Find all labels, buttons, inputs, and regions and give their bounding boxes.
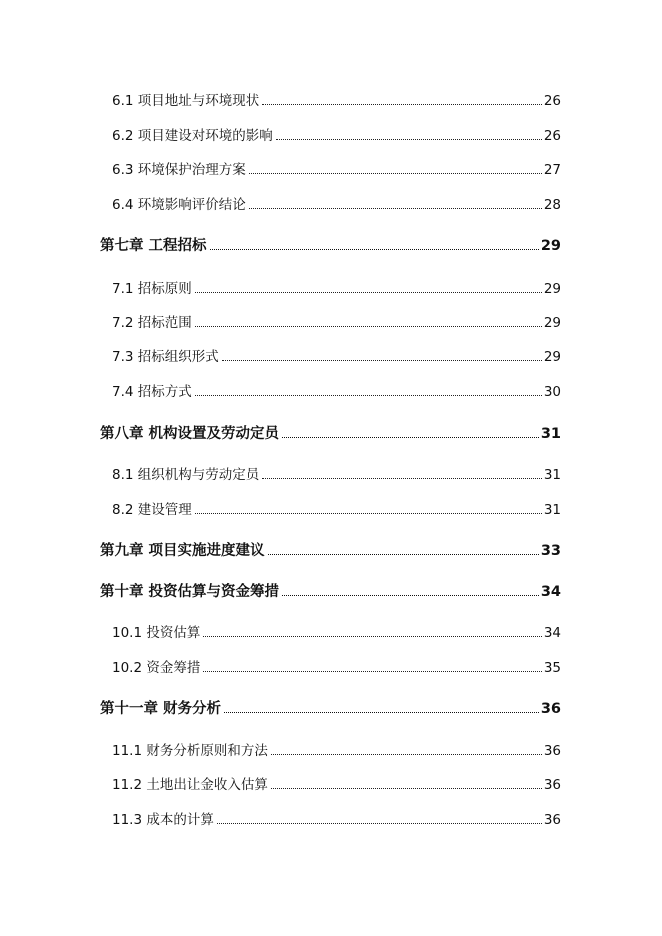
toc-entry-7-3[interactable]	[112, 345, 561, 365]
toc-chapter-label: 第八章 机构设置及劳动定员	[100, 426, 280, 442]
toc-leader-dots	[195, 326, 542, 327]
toc-leader-dots	[222, 360, 542, 361]
toc-entry-label: 6.4 环境影响评价结论	[112, 197, 246, 213]
toc-page-number: 31	[540, 426, 561, 442]
toc-chapter-8[interactable]	[100, 422, 561, 443]
toc-page-number: 36	[543, 743, 561, 759]
toc-entry-7-4[interactable]	[112, 380, 561, 400]
toc-leader-dots	[203, 636, 541, 637]
toc-entry-label: 10.2 资金筹措	[112, 660, 201, 676]
toc-page-number: 34	[543, 625, 561, 641]
toc-entry-label: 6.3 环境保护治理方案	[112, 162, 246, 178]
toc-leader-dots	[282, 595, 539, 596]
toc-entry-6-2[interactable]	[112, 124, 561, 144]
toc-chapter-label: 第七章 工程招标	[100, 238, 207, 254]
toc-leader-dots	[268, 554, 539, 555]
toc-page-number: 26	[543, 93, 561, 109]
toc-page-number: 29	[540, 238, 561, 254]
toc-leader-dots	[282, 437, 539, 438]
toc-leader-dots	[262, 104, 542, 105]
toc-chapter-10[interactable]	[100, 580, 561, 601]
toc-page-number: 27	[543, 162, 561, 178]
toc-leader-dots	[249, 173, 542, 174]
toc-entry-8-2[interactable]	[112, 498, 561, 518]
toc-entry-label: 11.3 成本的计算	[112, 812, 214, 828]
toc-chapter-label: 第十一章 财务分析	[100, 701, 222, 717]
toc-chapter-9[interactable]	[100, 539, 561, 560]
toc-leader-dots	[217, 823, 542, 824]
toc-page-number: 29	[543, 281, 561, 297]
toc-page-number: 34	[540, 584, 561, 600]
toc-entry-label: 6.2 项目建设对环境的影响	[112, 128, 273, 144]
toc-entry-label: 7.1 招标原则	[112, 281, 192, 297]
toc-entry-label: 6.1 项目地址与环境现状	[112, 93, 260, 109]
toc-entry-6-1[interactable]	[112, 89, 561, 109]
toc-entry-label: 8.1 组织机构与劳动定员	[112, 467, 260, 483]
toc-entry-label: 10.1 投资估算	[112, 625, 201, 641]
toc-chapter-label: 第十章 投资估算与资金筹措	[100, 584, 280, 600]
toc-leader-dots	[195, 395, 542, 396]
toc-page-number: 30	[543, 384, 561, 400]
toc-page-number: 36	[540, 701, 561, 717]
toc-page-number: 29	[543, 315, 561, 331]
toc-page-number: 33	[540, 543, 561, 559]
toc-entry-label: 11.2 土地出让金收入估算	[112, 777, 268, 793]
toc-leader-dots	[210, 249, 539, 250]
toc-leader-dots	[224, 712, 539, 713]
toc-entry-11-1[interactable]	[112, 739, 561, 759]
toc-leader-dots	[262, 478, 542, 479]
toc-page-number: 31	[543, 502, 561, 518]
toc-entry-11-3[interactable]	[112, 808, 561, 828]
toc-entry-7-2[interactable]	[112, 311, 561, 331]
toc-leader-dots	[203, 671, 541, 672]
toc-entry-label: 7.2 招标范围	[112, 315, 192, 331]
toc-page-number: 28	[543, 197, 561, 213]
toc-entry-11-2[interactable]	[112, 773, 561, 793]
toc-leader-dots	[271, 788, 542, 789]
toc-page-number: 36	[543, 812, 561, 828]
toc-leader-dots	[249, 208, 542, 209]
toc-leader-dots	[195, 292, 542, 293]
toc-entry-6-3[interactable]	[112, 158, 561, 178]
toc-entry-10-1[interactable]	[112, 621, 561, 641]
toc-page-number: 35	[543, 660, 561, 676]
toc-page-number: 26	[543, 128, 561, 144]
toc-entry-7-1[interactable]	[112, 277, 561, 297]
toc-entry-label: 7.3 招标组织形式	[112, 349, 219, 365]
toc-chapter-11[interactable]	[100, 697, 561, 718]
toc-chapter-7[interactable]	[100, 234, 561, 255]
toc-page-number: 36	[543, 777, 561, 793]
toc-entry-10-2[interactable]	[112, 656, 561, 676]
toc-entry-label: 8.2 建设管理	[112, 502, 192, 518]
toc-entry-label: 11.1 财务分析原则和方法	[112, 743, 268, 759]
toc-page-number: 31	[543, 467, 561, 483]
toc-leader-dots	[271, 754, 542, 755]
toc-leader-dots	[195, 513, 542, 514]
toc-chapter-label: 第九章 项目实施进度建议	[100, 543, 265, 559]
toc-entry-6-4[interactable]	[112, 193, 561, 213]
toc-page-number: 29	[543, 349, 561, 365]
toc-entry-label: 7.4 招标方式	[112, 384, 192, 400]
toc-entry-8-1[interactable]	[112, 463, 561, 483]
toc-leader-dots	[276, 139, 542, 140]
